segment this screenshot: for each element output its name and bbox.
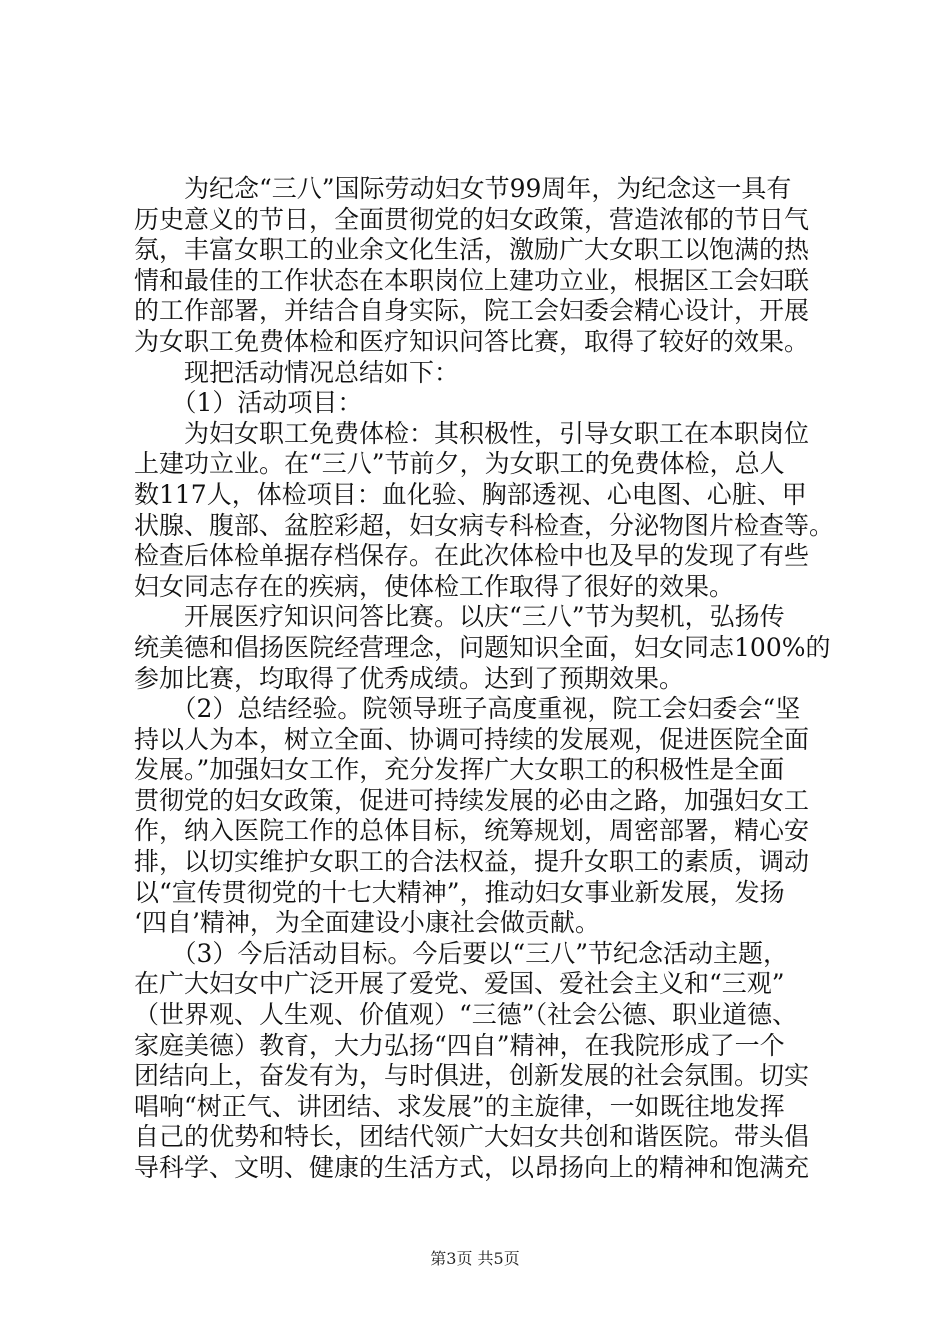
text-line: 的工作部署，并结合自身实际，院工会妇委会精心设计，开展 xyxy=(134,296,810,326)
text-line: （1）活动项目： xyxy=(134,388,363,418)
page-footer: 第3页 共5页 xyxy=(430,1249,520,1268)
text-line: 贯彻党的妇女政策，促进可持续发展的必由之路，加强妇女工 xyxy=(134,785,810,815)
text-line: 以“宣传贯彻党的十七大精神”，推动妇女事业新发展，发扬 xyxy=(134,877,785,907)
text-line: 检查后体检单据存档保存。在此次体检中也及早的发现了有些 xyxy=(134,541,810,571)
text-line: 状腺、腹部、盆腔彩超，妇女病专科检查，分泌物图片检查等。 xyxy=(134,510,835,540)
text-line: 上建功立业。在“三八”节前夕，为女职工的免费体检，总人 xyxy=(134,449,785,479)
text-line: 情和最佳的工作状态在本职岗位上建功立业，根据区工会妇联 xyxy=(134,265,810,295)
text-line: 自己的优势和特长，团结代领广大妇女共创和谐医院。带头倡 xyxy=(134,1122,810,1152)
text-line: （世界观、人生观、价值观）“三德”（社会公德、职业道德、 xyxy=(134,1000,798,1030)
text-line: 持以人为本，树立全面、协调可持续的发展观，促进医院全面 xyxy=(134,724,810,754)
text-line: ‘四自’精神，为全面建设小康社会做贡献。 xyxy=(134,908,600,938)
text-line: 参加比赛，均取得了优秀成绩。达到了预期效果。 xyxy=(134,663,685,693)
text-line: 统美德和倡扬医院经营理念，问题知识全面，妇女同志100%的 xyxy=(134,632,831,662)
text-line: 团结向上，奋发有为，与时俱进，创新发展的社会氛围。切实 xyxy=(134,1061,810,1091)
text-line: 作，纳入医院工作的总体目标，统筹规划，周密部署，精心安 xyxy=(134,816,810,846)
text-line: 唱响“树正气、讲团结、求发展”的主旋律，一如既往地发挥 xyxy=(134,1091,785,1121)
text-line: （2）总结经验。院领导班子高度重视，院工会妇委会“坚 xyxy=(134,694,801,724)
text-line: 为女职工免费体检和医疗知识问答比赛，取得了较好的效果。 xyxy=(134,326,810,356)
text-line: 历史意义的节日，全面贯彻党的妇女政策，营造浓郁的节日气 xyxy=(134,204,810,234)
text-line: （3）今后活动目标。今后要以“三八”节纪念活动主题， xyxy=(134,938,788,968)
text-line: 发展。”加强妇女工作，充分发挥广大女职工的积极性是全面 xyxy=(134,755,785,785)
document-body xyxy=(134,174,834,1184)
text-line: 为纪念“三八”国际劳动妇女节99周年，为纪念这一具有 xyxy=(134,174,792,203)
text-line: 家庭美德）教育，大力弘扬“四自”精神，在我院形成了一个 xyxy=(134,1030,785,1060)
text-line: 为妇女职工免费体检：其积极性，引导女职工在本职岗位 xyxy=(134,418,810,448)
text-line: 数117人，体检项目：血化验、胸部透视、心电图、心脏、甲 xyxy=(134,479,807,509)
text-line: 氛，丰富女职工的业余文化生活，激励广大女职工以饱满的热 xyxy=(134,235,810,265)
text-line: 现把活动情况总结如下： xyxy=(134,357,460,387)
text-line: 开展医疗知识问答比赛。以庆“三八”节为契机，弘扬传 xyxy=(134,602,785,632)
text-line: 导科学、文明、健康的生活方式，以昂扬向上的精神和饱满充 xyxy=(134,1153,810,1182)
text-line: 妇女同志存在的疾病，使体检工作取得了很好的效果。 xyxy=(134,571,735,601)
text-line: 在广大妇女中广泛开展了爱党、爱国、爱社会主义和“三观” xyxy=(134,969,785,999)
text-line: 排，以切实维护女职工的合法权益，提升女职工的素质，调动 xyxy=(134,847,810,877)
